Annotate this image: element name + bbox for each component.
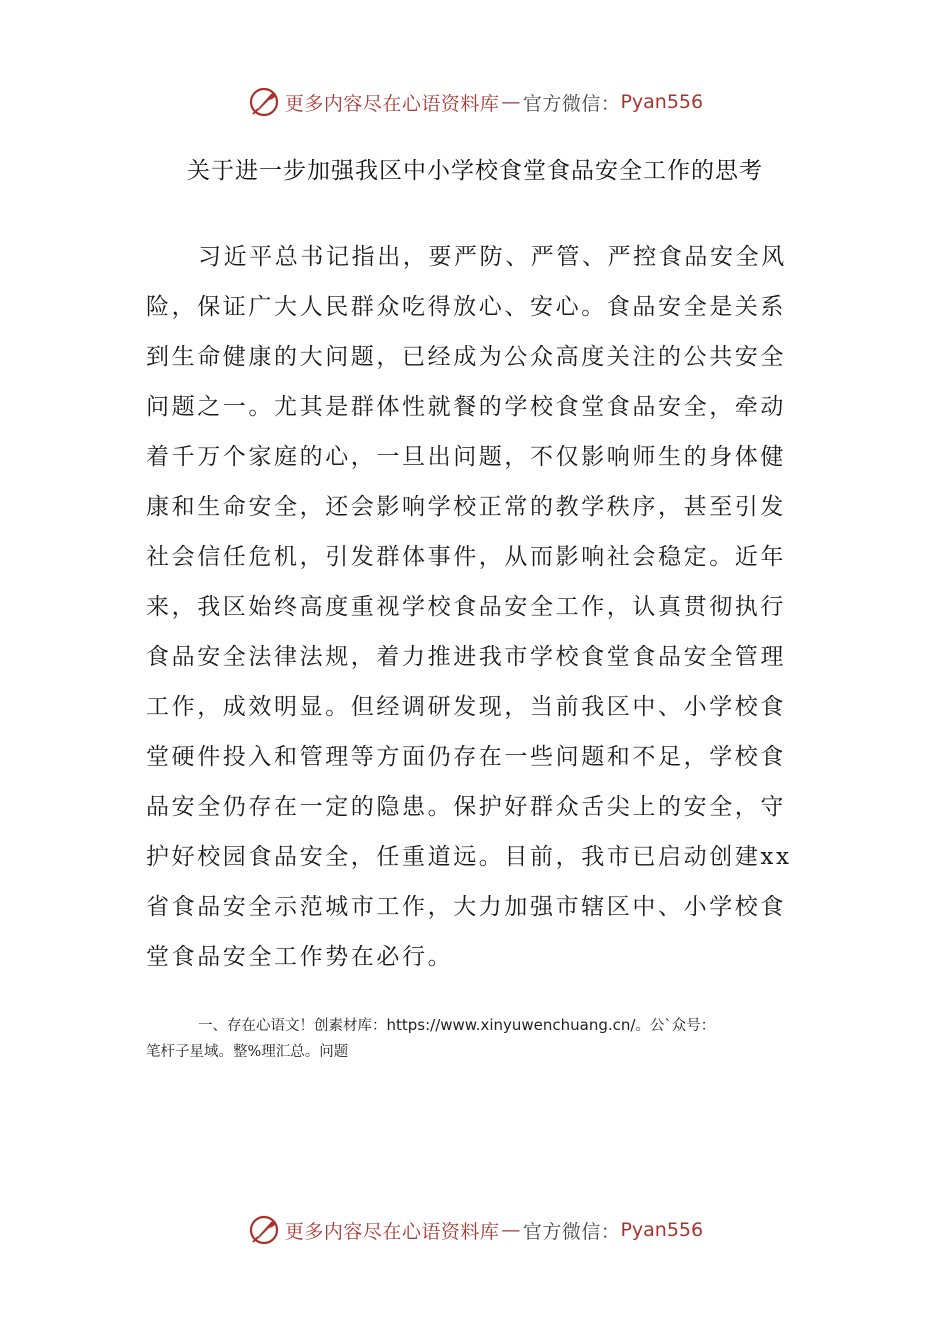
banner-dash: — [501, 1219, 521, 1241]
body-line: 着千万个家庭的心，一旦出问题，不仅影响师生的身体健 [146, 444, 786, 470]
banner-title: 更多内容尽在心语资料库 [284, 92, 500, 115]
body-line: 问题之一。尤其是群体性就餐的学校食堂食品安全，牵动 [146, 394, 786, 420]
body-line: 险，保证广大人民群众吃得放心、安心。食品安全是关系 [146, 294, 786, 320]
body-line: 堂食品安全工作势在必行。 [146, 944, 454, 970]
note-line-2: 笔杆子星域。整%理汇总。问题 [146, 1044, 349, 1060]
body-line: 品安全仍存在一定的隐患。保护好群众舌尖上的安全，守 [146, 794, 786, 820]
note-prefix: 一、存在心语文！创素材库： [198, 1018, 387, 1034]
body-line: 社会信任危机，引发群体事件，从而影响社会稳定。近年 [146, 544, 786, 570]
banner-wechat-label: 官方微信： [522, 1220, 621, 1243]
quill-pen-logo-icon [247, 85, 281, 119]
body-line: 护好校园食品安全，任重道远。目前，我市已启动创建xx [146, 844, 792, 870]
banner-wechat-id: Pyan556 [620, 1219, 704, 1241]
body-line: 康和生命安全，还会影响学校正常的教学秩序，甚至引发 [146, 494, 786, 520]
banner-title: 更多内容尽在心语资料库 [284, 1220, 500, 1243]
document-title: 关于进一步加强我区中小学校食堂食品安全工作的思考 [187, 158, 763, 184]
banner-wechat-label: 官方微信： [522, 92, 621, 115]
body-line: 食品安全法律法规，着力推进我市学校食堂食品安全管理 [146, 644, 786, 670]
banner-wechat-id: Pyan556 [620, 91, 704, 113]
body-line: 习近平总书记指出，要严防、严管、严控食品安全风 [198, 244, 787, 270]
footer-banner [0, 1208, 950, 1252]
quill-pen-logo-icon [247, 1213, 281, 1247]
body-line: 来，我区始终高度重视学校食品安全工作，认真贯彻执行 [146, 594, 786, 620]
body-line: 堂硬件投入和管理等方面仍存在一些问题和不足，学校食 [146, 744, 786, 770]
note-line-1 [146, 1012, 806, 1039]
document-body [146, 232, 792, 982]
source-url-link[interactable]: https://www.xinyuwenchuang.cn/ [386, 1016, 636, 1034]
source-note [146, 1012, 806, 1065]
header-banner [0, 80, 950, 124]
body-line: 到生命健康的大问题，已经成为公众高度关注的公共安全 [146, 344, 786, 370]
note-suffix: 。公`众号： [635, 1018, 716, 1034]
body-line: 省食品安全示范城市工作，大力加强市辖区中、小学校食 [146, 894, 786, 920]
banner-dash: — [501, 91, 521, 113]
body-line: 工作，成效明显。但经调研发现，当前我区中、小学校食 [146, 694, 786, 720]
